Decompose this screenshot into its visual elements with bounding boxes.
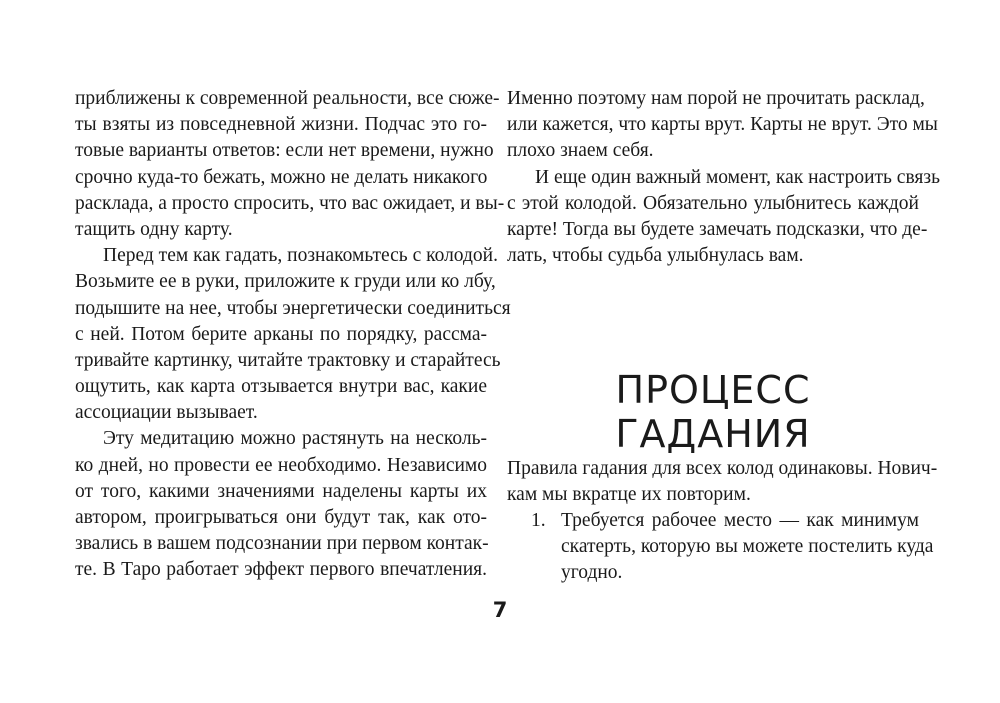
text-line: Возьмите ее в руки, приложите к груди или ко лбу,	[75, 271, 496, 293]
text-line: автором, проигрываться они будут так, как ото-	[75, 507, 487, 528]
text-line: Эту медитацию можно растянуть на несколь-	[103, 428, 487, 450]
left-column	[75, 86, 511, 584]
paragraph	[507, 165, 940, 270]
text-line: Именно поэтому нам порой не прочитать расклад,	[507, 88, 925, 109]
paragraph	[75, 426, 487, 583]
text-line: кам мы вкратце их повторим.	[507, 484, 751, 506]
text-line: карте! Тогда вы будете замечать подсказки, что де-	[507, 218, 928, 240]
text-line: ощутить, как карта отзывается внутри вас, какие	[75, 376, 487, 398]
text-line: от того, какими значениями наделены карты их	[75, 480, 487, 502]
text-line: Перед тем как гадать, познакомьтесь с колодой.	[103, 245, 498, 267]
text-line: ассоциации вызывает.	[75, 402, 258, 424]
text-line: ты взяты из повседневной жизни. Подчас это го-	[75, 114, 487, 136]
text-line: расклада, а просто спросить, что вас ожидает, и вы-	[75, 192, 505, 214]
list-item	[507, 508, 934, 587]
text-line: угодно.	[561, 562, 623, 584]
text-line: подышите на нее, чтобы энергетически соединиться	[75, 297, 511, 319]
text-line: те. В Таро работает эффект первого впечатления.	[75, 559, 487, 581]
text-line: плохо знаем себя.	[507, 140, 654, 162]
section-heading	[507, 368, 919, 456]
numbered-list	[507, 508, 934, 587]
list-item-number: 1.	[531, 510, 546, 531]
paragraph	[75, 243, 511, 426]
heading-line: ПРОЦЕСС	[615, 367, 811, 412]
paragraph	[507, 86, 938, 165]
text-line: товые варианты ответов: если нет времени, нужно	[75, 140, 494, 162]
text-line: тривайте картинку, читайте трактовку и старайтесь	[75, 349, 501, 371]
text-line: И еще один важный момент, как настроить связь	[535, 166, 940, 188]
text-line: ко дней, но провести ее необходимо. Независимо	[75, 454, 487, 476]
text-line: срочно куда-то бежать, можно не делать никакого	[75, 166, 488, 188]
text-line: звались в вашем подсознании при первом контак-	[75, 533, 489, 555]
text-line: Требуется рабочее место — как минимум	[561, 510, 919, 531]
intro-paragraph	[507, 456, 938, 508]
text-line: тащить одну карту.	[75, 218, 233, 240]
text-line: скатерть, которую вы можете постелить куда	[561, 536, 934, 558]
right-column	[507, 86, 940, 269]
page-number: 7	[492, 598, 508, 622]
paragraph	[75, 86, 505, 243]
text-line: лать, чтобы судьба улыбнулась вам.	[507, 245, 804, 267]
text-line: Правила гадания для всех колод одинаковы. Нович-	[507, 458, 938, 479]
text-line: с ней. Потом берите арканы по порядку, рассма-	[75, 323, 487, 345]
heading-line: ГАДАНИЯ	[615, 411, 811, 456]
text-line: приближены к современной реальности, все сюже-	[75, 88, 500, 109]
text-line: или кажется, что карты врут. Карты не врут. Это мы	[507, 114, 938, 136]
text-line: с этой колодой. Обязательно улыбнитесь каждой	[507, 192, 919, 214]
